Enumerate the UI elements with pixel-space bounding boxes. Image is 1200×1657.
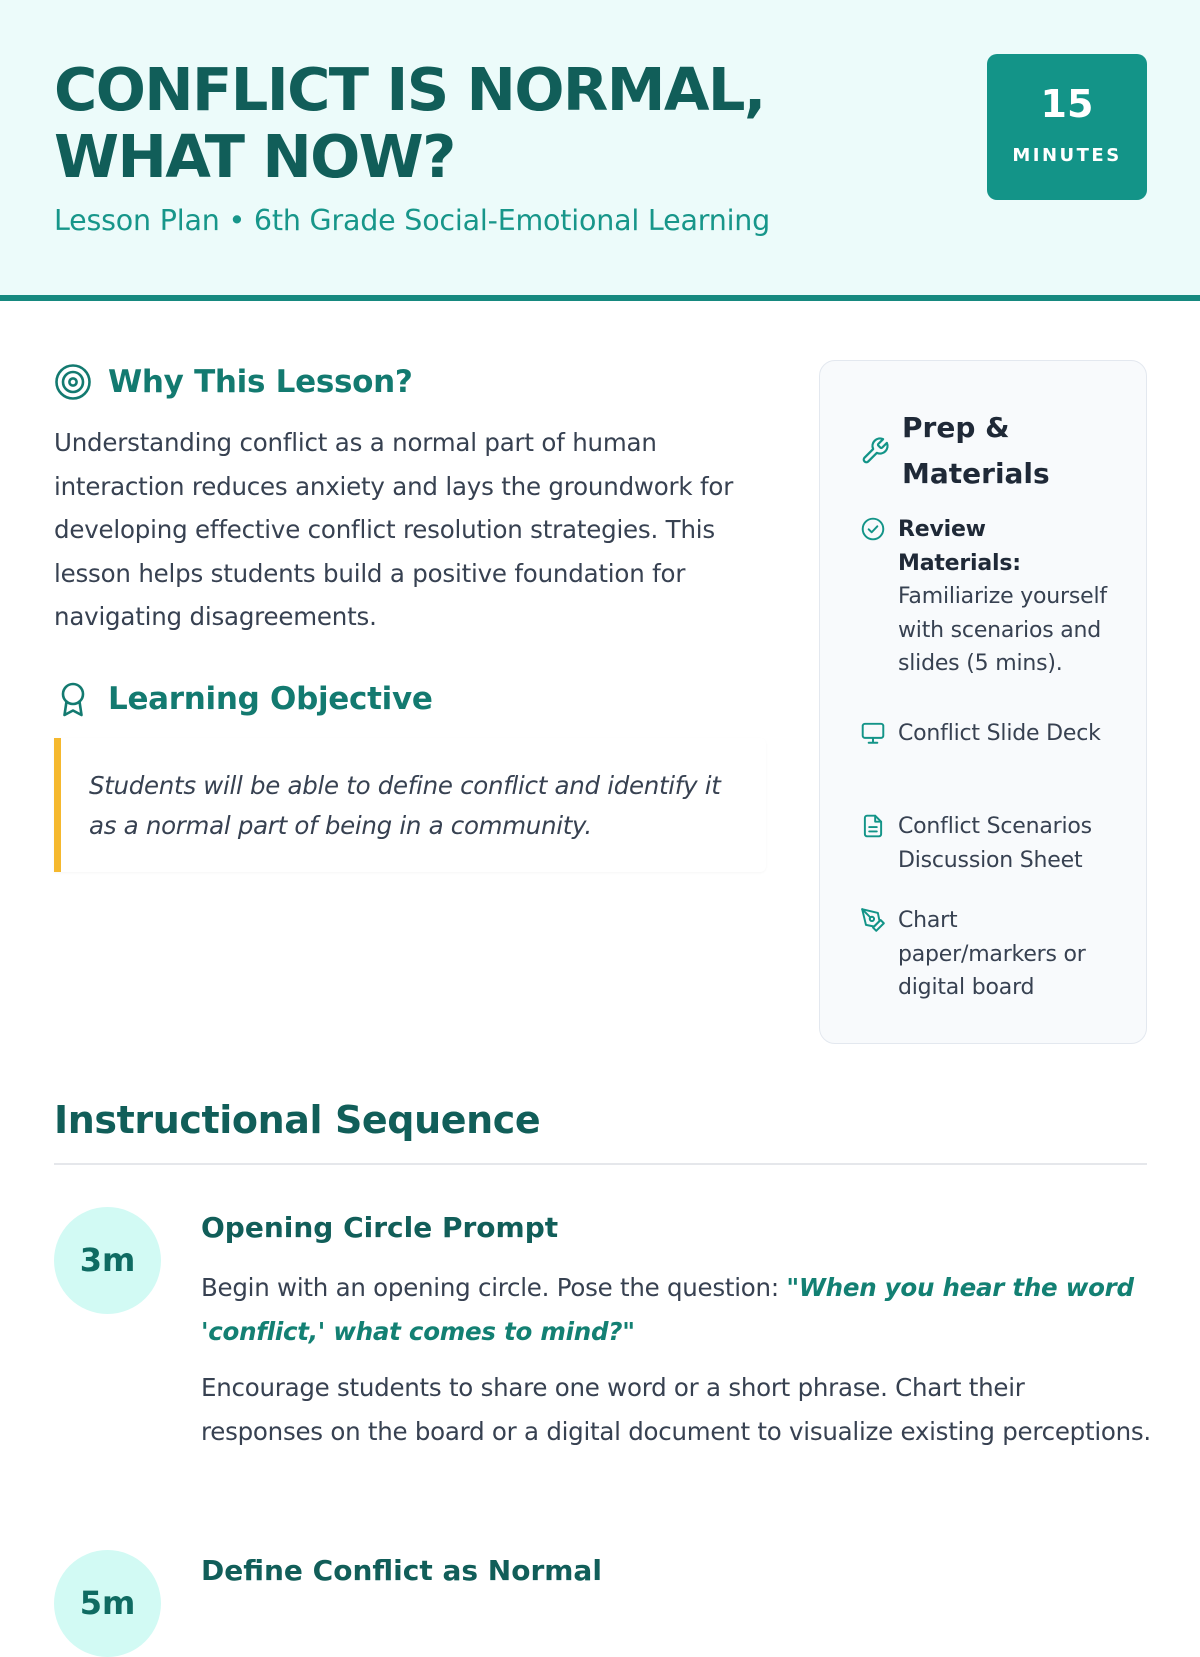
- step-paragraph: Begin with an opening circle. Pose the question: "When you hear the word 'conflict,' what comes to mind?": [201, 1273, 1134, 1346]
- step-duration-circle: 5m: [54, 1550, 161, 1657]
- target-icon: [54, 363, 92, 401]
- check-circle-icon: [860, 516, 886, 542]
- prep-item-review: [860, 513, 1112, 681]
- document-icon: [860, 813, 886, 839]
- page-subtitle: Lesson Plan • 6th Grade Social-Emotional Learning: [54, 204, 771, 237]
- duration-badge: [987, 54, 1147, 200]
- prep-materials-card: [819, 360, 1147, 1044]
- prep-item-text: Chart paper/markers or digital board: [898, 908, 1086, 1000]
- prep-item-discussion-sheet: [860, 810, 1112, 877]
- wrench-icon: [860, 436, 890, 466]
- sequence-heading: Instructional Sequence: [54, 1098, 541, 1142]
- sequence-divider: [54, 1163, 1147, 1165]
- step-title: Define Conflict as Normal: [201, 1554, 602, 1587]
- duration-number: 15: [1040, 82, 1094, 126]
- step-paragraph: Encourage students to share one word or a short phrase. Chart their responses on the board or a digital document to visualize existing perceptions.: [201, 1373, 1151, 1446]
- prep-item-text: Conflict Scenarios Discussion Sheet: [898, 814, 1092, 873]
- objective-text: Students will be able to define conflict and identify it as a normal part of being in a community.: [89, 771, 721, 840]
- step-title: Opening Circle Prompt: [201, 1211, 559, 1244]
- prep-item-slide-deck: [860, 717, 1112, 751]
- prep-heading: Prep & Materials: [902, 411, 1050, 490]
- objective-heading: Learning Objective: [108, 681, 433, 717]
- prep-item-text: Conflict Slide Deck: [898, 721, 1101, 746]
- prompt-quote: "When you hear the word 'conflict,' what comes to mind?": [201, 1273, 1134, 1346]
- monitor-icon: [860, 720, 886, 746]
- why-text: Understanding conflict as a normal part of human interaction reduces anxiety and lays the groundwork for developing effective conflict resolution strategies. This lesson helps students build a positive foundation for navigating disagreements.: [54, 428, 734, 631]
- duration-unit: MINUTES: [1012, 145, 1122, 166]
- why-section-heading: [54, 363, 413, 401]
- page-title: CONFLICT IS NORMAL, WHAT NOW?: [54, 55, 765, 191]
- award-ribbon-icon: [54, 680, 92, 718]
- lesson-header: [0, 0, 1200, 301]
- prep-item-chart-paper: [860, 904, 1112, 1005]
- step-duration-circle: 3m: [54, 1207, 161, 1314]
- why-heading: Why This Lesson?: [108, 364, 413, 400]
- prep-item-text: Review Materials: Familiarize yourself with scenarios and slides (5 mins).: [898, 517, 1107, 676]
- objective-callout: [54, 738, 766, 872]
- prep-heading-row: [860, 405, 1112, 497]
- objective-section-heading: [54, 680, 433, 718]
- pen-tool-icon: [860, 907, 886, 933]
